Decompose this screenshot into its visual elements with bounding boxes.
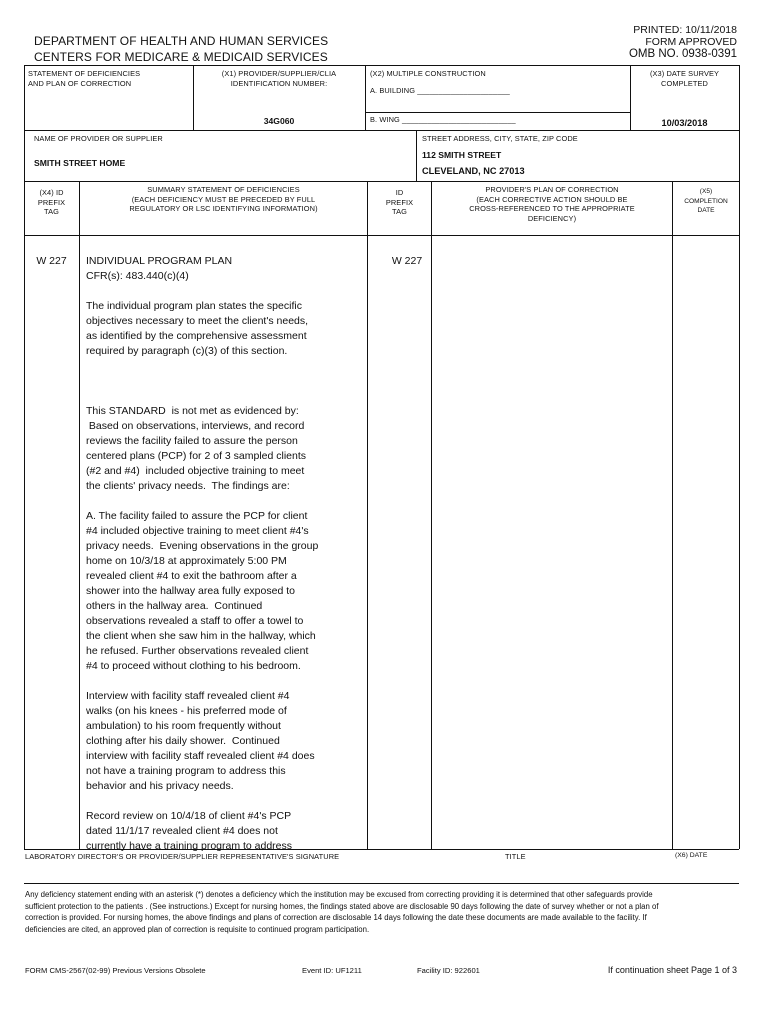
paragraph-record-review: Record review on 10/4/18 of client #4's PCP dated 11/1/17 revealed client #4 does not currently have a training program to address [86, 810, 293, 852]
statement-label: STATEMENT OF DEFICIENCIES AND PLAN OF CORRECTION [28, 69, 141, 88]
rule-address [416, 130, 417, 181]
rule-col-prefix [79, 181, 80, 849]
address-city: CLEVELAND, NC 27013 [422, 166, 525, 176]
x4-header: (X4) ID PREFIX TAG [37, 188, 66, 216]
form-info [629, 24, 737, 60]
provider-label: NAME OF PROVIDER OR SUPPLIER [34, 134, 163, 143]
address-street: 112 SMITH STREET [422, 150, 502, 160]
page-number: If continuation sheet Page 1 of 3 [607, 965, 737, 975]
omb-number: OMB NO. 0938-0391 [628, 48, 737, 60]
centers-name: CENTERS FOR MEDICARE & MEDICAID SERVICES [34, 50, 328, 64]
facility-id: Facility ID: 922601 [417, 966, 480, 975]
rule-x2 [365, 65, 366, 130]
building-field: A. BUILDING ______________________ [370, 86, 510, 95]
paragraph-standard: This STANDARD is not met as evidenced by: Based on observations, interviews, and record reviews the facility failed to assure the person centered plans (PCP) for 2 of 3 sampled clients (#2 and #4) included objective training to meet the clients' privacy needs. The findings are: [86, 405, 307, 492]
agency-header [34, 33, 328, 65]
rule-left [24, 65, 25, 849]
rule-col-id [431, 181, 432, 849]
provider-name: SMITH STREET HOME [34, 158, 126, 168]
signature-date-label: (X6) DATE [675, 852, 708, 859]
plan-tag: W 227 [391, 255, 423, 267]
dept-name: DEPARTMENT OF HEALTH AND HUMAN SERVICES [34, 34, 329, 48]
deficiency-title: INDIVIDUAL PROGRAM PLAN [86, 255, 233, 267]
disclosure-note: Any deficiency statement ending with an asterisk (*) denotes a deficiency which the institution may be excused from correcting providing it is determined that other safeguards provide sufficient protection to the patients . (See instructions.) Except for nursing homes, the findings stated above are disclosable 90 days following the date of survey whether or not a plan of correction is provided. For nursing homes, the above findings and plans of correction are disclosable 14 days following the date these documents are made available to the facility. If deficiencies are cited, an approved plan of correction is requisite to continued program participation. [25, 890, 659, 934]
wing-field: B. WING ___________________________ [370, 115, 516, 124]
cfr-reference: CFR(s): 483.440(c)(4) [86, 270, 189, 282]
address-label: STREET ADDRESS, CITY, STATE, ZIP CODE [422, 134, 578, 143]
title-label: TITLE [505, 852, 526, 861]
summary-header: SUMMARY STATEMENT OF DEFICIENCIES (EACH DEFICIENCY MUST BE PRECEDED BY FULL REGULATORY OR LSC IDENTIFYING INFORMATION) [129, 185, 318, 213]
plan-header: PROVIDER'S PLAN OF CORRECTION (EACH CORRECTIVE ACTION SHOULD BE CROSS-REFERENCED TO THE APPROPRIATE DEFICIENCY) [469, 185, 635, 223]
rule-provider [24, 130, 739, 131]
rule-right [739, 65, 740, 849]
survey-date: 10/03/2018 [661, 118, 708, 128]
paragraph-finding-a: A. The facility failed to assure the PCP for client #4 included objective training to meet client #4's privacy needs. Evening observations in the group home on 10/3/18 at approximately 5:00 PM revealed client #4 to exit the bathroom after a shower into the hallway area fully exposed to others in the hallway area. Continued observations revealed a staff to offer a towel to the client when she saw him in the hallway, which he refused. Further observations revealed client #4 to proceed without clothing to his bedroom. [86, 510, 319, 672]
rule-col-summary [367, 181, 368, 849]
form-approved: FORM APPROVED [645, 36, 737, 48]
provider-id: 34G060 [263, 116, 295, 126]
rule-footer [24, 883, 739, 884]
x2-label: (X2) MULTIPLE CONSTRUCTION [370, 69, 486, 78]
rule-top [24, 65, 739, 66]
x5-header: (X5) COMPLETION DATE [684, 188, 728, 214]
deficiency-tag: W 227 [36, 255, 67, 267]
deficiency-text [86, 254, 366, 869]
rule-col-plan [672, 181, 673, 849]
rule-wing [365, 112, 630, 113]
paragraph-interview: Interview with facility staff revealed client #4 walks (on his knees - his preferred mode of ambulation) to his room frequently without clothing after his daily shower. Continued interview with facility staff revealed client #4 does not have a training program to address this behavior and his privacy needs. [86, 690, 315, 792]
printed-date: PRINTED: 10/11/2018 [633, 24, 737, 36]
form-number: FORM CMS-2567(02-99) Previous Versions Obsolete [25, 966, 206, 975]
x3-label: (X3) DATE SURVEY COMPLETED [649, 69, 720, 88]
id-header: ID PREFIX TAG [385, 188, 414, 216]
paragraph-regulation: The individual program plan states the specific objectives necessary to meet the client's needs, as identified by the comprehensive assessment required by paragraph (c)(3) of this section. [86, 300, 309, 357]
rule-colhead-top [24, 181, 739, 182]
event-id: Event ID: UF1211 [302, 966, 362, 975]
rule-colhead-bottom [24, 235, 739, 236]
x1-label: (X1) PROVIDER/SUPPLIER/CLIA IDENTIFICATION NUMBER: [221, 69, 337, 88]
signature-label: LABORATORY DIRECTOR'S OR PROVIDER/SUPPLIER REPRESENTATIVE'S SIGNATURE [25, 852, 340, 861]
